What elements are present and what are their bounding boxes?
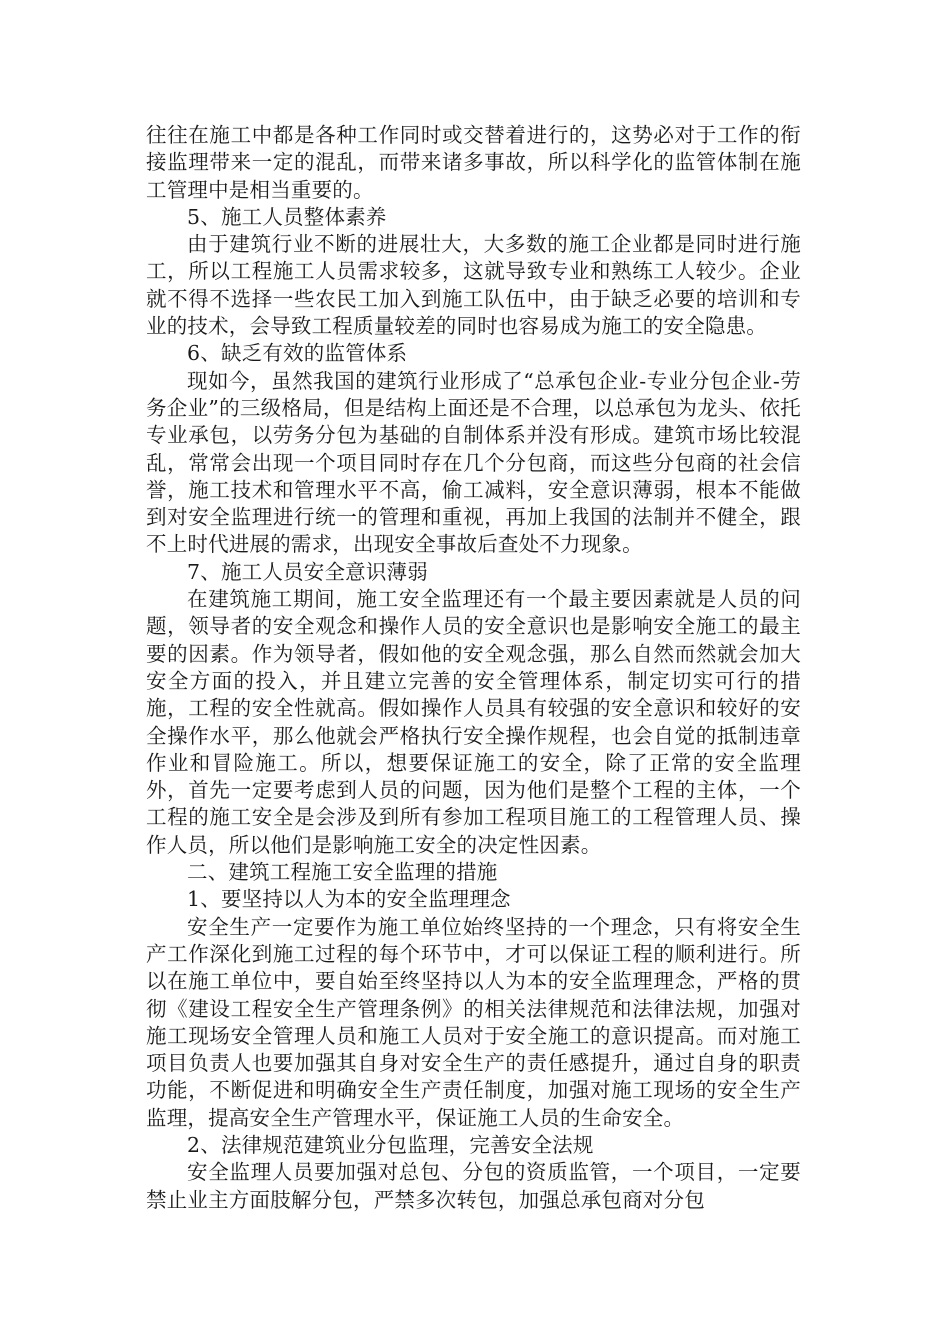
paragraph-subcontract-supervision: 安全监理人员要加强对总包、分包的资质监管，一个项目，一定要禁止业主方面肢解分包，严禁多次转包，加强总承包商对分包 xyxy=(146,1160,801,1212)
section-heading-2-1: 1、要坚持以人为本的安全监理理念 xyxy=(187,887,511,912)
chapter-heading-2: 二、建筑工程施工安全监理的措施 xyxy=(187,860,498,885)
section-heading-5: 5、施工人员整体素养 xyxy=(187,204,387,229)
section-heading-6: 6、缺乏有效的监管体系 xyxy=(187,341,408,366)
paragraph-safety-awareness: 在建筑施工期间，施工安全监理还有一个最主要因素就是人员的问题，领导者的安全观念和操作人员的安全意识也是影响安全施工的最主要的因素。作为领导者，假如他的安全观念强，那么自然而然就会加大安全方面的投入，并且建立完善的安全管理体系，制定切实可行的措施，工程的安全性就高。假如操作人员具有较强的安全意识和较好的安全操作水平，那么他就会严格执行安全操作规程，也会自觉的抵制违章作业和冒险施工。所以，想要保证施工的安全，除了正常的安全监理外，首先一定要考虑到人员的问题，因为他们是整个工程的主体，一个工程的施工安全是会涉及到所有参加工程项目施工的工程管理人员、操作人员，所以他们是影响施工安全的决定性因素。 xyxy=(146,587,801,857)
paragraph-continued: 往往在施工中都是各种工作同时或交替着进行的，这势必对于工作的衔接监理带来一定的混乱，而带来诸多事故，所以科学化的监管体制在施工管理中是相当重要的。 xyxy=(146,123,801,202)
paragraph-people-oriented: 安全生产一定要作为施工单位始终坚持的一个理念，只有将安全生产工作深化到施工过程的每个环节中，才可以保证工程的顺利进行。所以在施工单位中，要自始至终坚持以人为本的安全监理理念，严格的贯彻《建设工程安全生产管理条例》的相关法律规范和法律法规，加强对施工现场安全管理人员和施工人员对于安全施工的意识提高。而对施工项目负责人也要加强其自身对安全生产的责任感提升，通过自身的职责功能，不断促进和明确安全生产责任制度，加强对施工现场的安全生产监理，提高安全生产管理水平，保证施工人员的生命安全。 xyxy=(146,914,801,1130)
document-body xyxy=(146,122,801,1214)
section-heading-2-2: 2、法律规范建筑业分包监理，完善安全法规 xyxy=(187,1132,594,1157)
paragraph-supervision-system: 现如今，虽然我国的建筑行业形成了“总承包企业-专业分包企业-劳务企业”的三级格局，但是结构上面还是不合理，以总承包为龙头、依托专业承包，以劳务分包为基础的自制体系并没有形成。建筑市场比较混乱，常常会出现一个项目同时存在几个分包商，而这些分包商的社会信誉，施工技术和管理水平不高，偷工减料，安全意识薄弱，根本不能做到对安全监理进行统一的管理和重视，再加上我国的法制并不健全，跟不上时代进展的需求，出现安全事故后查处不力现象。 xyxy=(146,368,801,557)
paragraph-worker-quality: 由于建筑行业不断的进展壮大，大多数的施工企业都是同时进行施工，所以工程施工人员需求较多，这就导致专业和熟练工人较少。企业就不得不选择一些农民工加入到施工队伍中，由于缺乏必要的培训和专业的技术，会导致工程质量较差的同时也容易成为施工的安全隐患。 xyxy=(146,232,801,339)
section-heading-7: 7、施工人员安全意识薄弱 xyxy=(187,559,428,584)
